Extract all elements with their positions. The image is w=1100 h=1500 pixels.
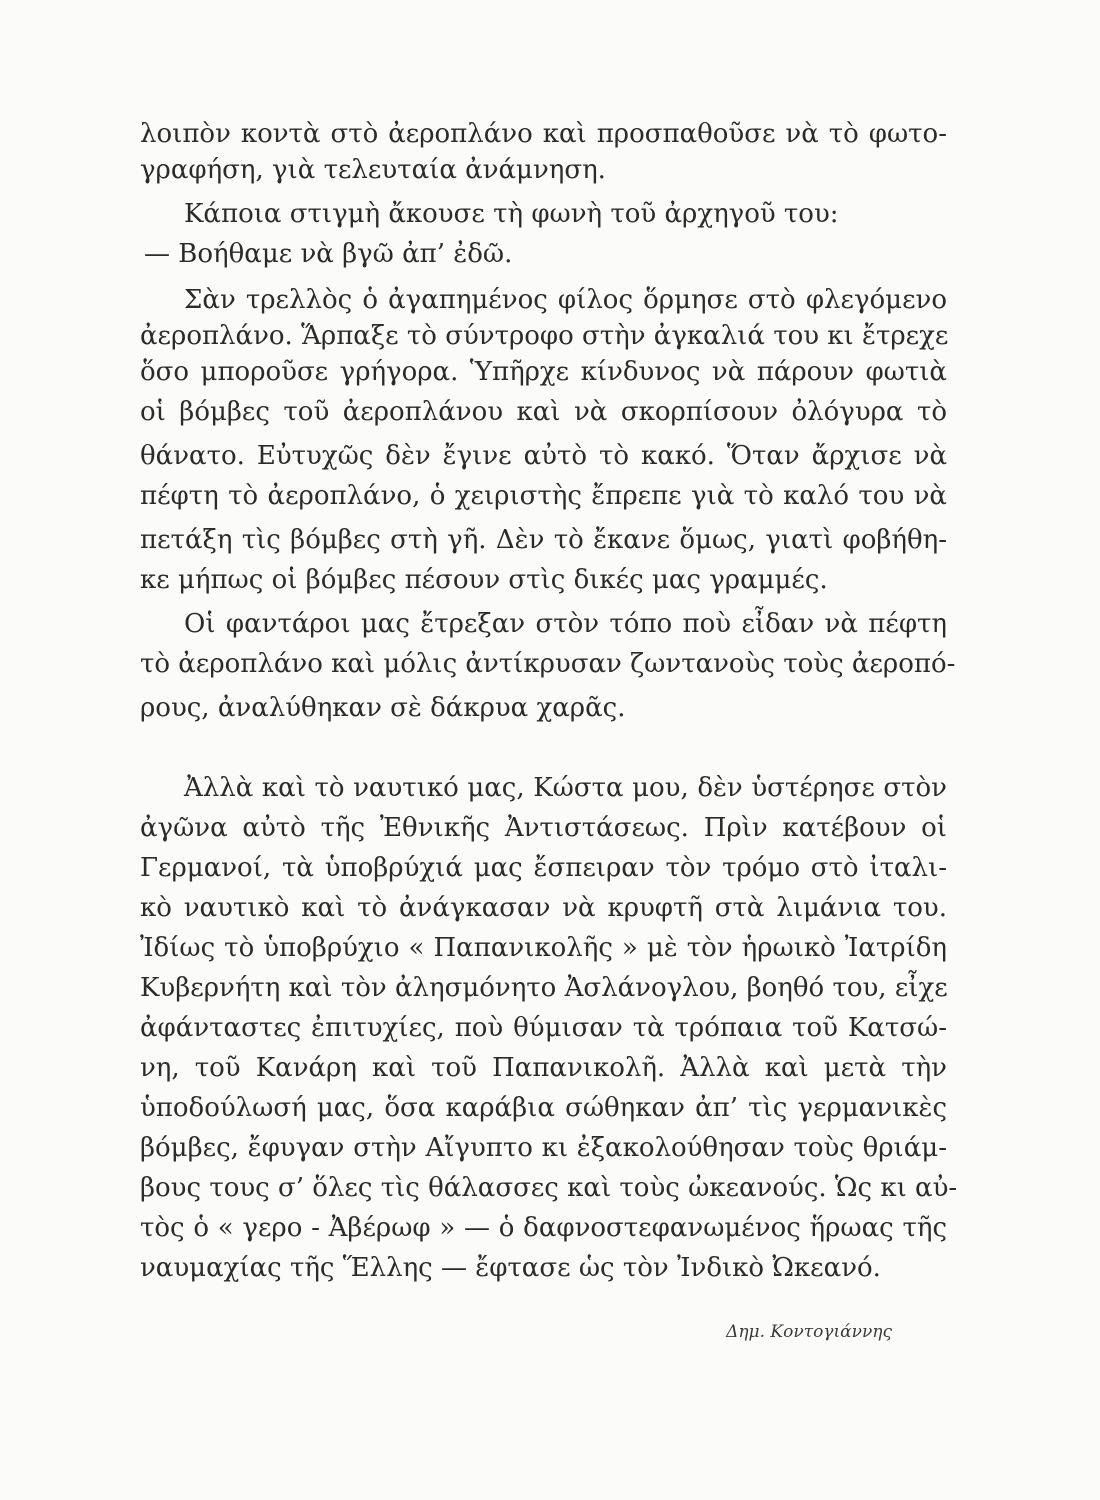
text-line: ναυμαχίας τῆς Ἕλλης — ἔφτασε ὡς τὸν Ἰνδικὸ Ὠκεανό. (140, 1253, 881, 1283)
text-line: κε μήπως οἱ βόμβες πέσουν στὶς δικές μας γραμμές. (140, 565, 828, 595)
text-line: ρους, ἀναλύθηκαν σὲ δάκρυα χαρᾶς. (140, 693, 626, 723)
text-line: Σὰν τρελλὸς ὁ ἀγαπημένος φίλος ὅρμησε στὸ φλεγόμενο (184, 285, 947, 315)
text-line: τὸ ἀεροπλάνο καὶ μόλις ἀντίκρυσαν ζωντανοὺς τοὺς ἀεροπό- (140, 649, 956, 679)
text-line: ἀεροπλάνο. Ἅρπαξε τὸ σύντροφο στὴν ἀγκαλιά του κι ἔτρεχε (140, 321, 949, 351)
text-line: ἀγῶνα αὐτὸ τῆς Ἐθνικῆς Ἀντιστάσεως. Πρὶν κατέβουν οἱ (140, 813, 947, 843)
text-line: λοιπὸν κοντὰ στὸ ἀεροπλάνο καὶ προσπαθοῦσε νὰ τὸ φωτο- (140, 119, 947, 149)
text-line: ὑποδούλωσή μας, ὅσα καράβια σώθηκαν ἀπ’ τὶς γερμανικὲς (140, 1093, 947, 1123)
text-line: ἀφάνταστες ἐπιτυχίες, ποὺ θύμισαν τὰ τρόπαια τοῦ Κατσώ- (140, 1013, 947, 1043)
author-signature: Δημ. Κοντογιάννης (726, 1322, 892, 1342)
text-line: οἱ βόμβες τοῦ ἀεροπλάνου καὶ νὰ σκορπίσουν ὀλόγυρα τὸ (140, 397, 947, 427)
text-line: Κάποια στιγμὴ ἄκουσε τὴ φωνὴ τοῦ ἀρχηγοῦ του: (184, 199, 839, 229)
text-line: Ἰδίως τὸ ὑποβρύχιο « Παπανικολῆς » μὲ τὸν ἡρωικὸ Ἰατρίδη (140, 933, 947, 963)
text-line: ὅσο μποροῦσε γρήγορα. Ὑπῆρχε κίνδυνος νὰ πάρουν φωτιὰ (140, 357, 947, 387)
text-line: Κυβερνήτη καὶ τὸν ἀλησμόνητο Ἀσλάνογλου, βοηθό του, εἶχε (140, 973, 948, 1003)
text-line: Γερμανοί, τὰ ὑποβρύχιά μας ἔσπειραν τὸν τρόμο στὸ ἰταλι- (140, 853, 947, 883)
text-line: πετάξη τὶς βόμβες στὴ γῆ. Δὲν τὸ ἔκανε ὅμως, γιατὶ φοβήθη- (140, 525, 947, 555)
text-line: γραφήση, γιὰ τελευταία ἀνάμνηση. (140, 155, 606, 185)
text-line: τὸς ὁ « γερο - Ἀβέρωφ » — ὁ δαφνοστεφανωμένος ἥρωας τῆς (140, 1213, 947, 1243)
text-line: — Βοήθαμε νὰ βγῶ ἀπ’ ἐδῶ. (144, 239, 513, 269)
text-line: κὸ ναυτικὸ καὶ τὸ ἀνάγκασαν νὰ κρυφτῆ στὰ λιμάνια του. (140, 893, 947, 923)
text-line: πέφτη τὸ ἀεροπλάνο, ὁ χειριστὴς ἔπρεπε γιὰ τὸ καλό του νὰ (140, 481, 947, 511)
text-line: Ἀλλὰ καὶ τὸ ναυτικό μας, Κώστα μου, δὲν ὑστέρησε στὸν (184, 773, 947, 803)
text-line: Οἱ φαντάροι μας ἔτρεξαν στὸν τόπο ποὺ εἶδαν νὰ πέφτη (184, 609, 947, 639)
text-line: βους τους σ’ ὅλες τὶς θάλασσες καὶ τοὺς ὠκεανούς. Ὡς κι αὐ- (140, 1173, 958, 1203)
text-line: νη, τοῦ Κανάρη καὶ τοῦ Παπανικολῆ. Ἀλλὰ καὶ μετὰ τὴν (140, 1053, 947, 1083)
text-line: θάνατο. Εὐτυχῶς δὲν ἔγινε αὐτὸ τὸ κακό. Ὅταν ἄρχισε νὰ (140, 441, 947, 471)
text-line: βόμβες, ἔφυγαν στὴν Αἴγυπτο κι ἐξακολούθησαν τοὺς θριάμ- (140, 1133, 947, 1163)
